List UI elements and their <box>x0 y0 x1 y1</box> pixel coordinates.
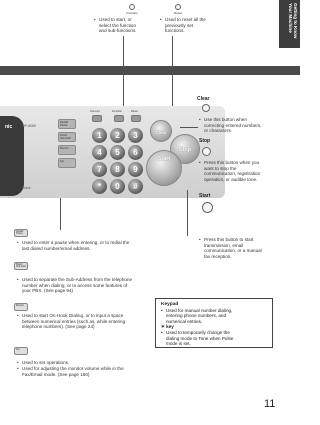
key-3[interactable]: 3 <box>128 128 143 143</box>
start-button[interactable]: Start <box>146 150 182 186</box>
stop-description: • Press this button when you want to stop the communication, registration operation, or audible tone. <box>199 160 261 182</box>
redial-pause-icon: Redial/ Pause <box>14 229 28 237</box>
key-7[interactable]: 7 <box>92 162 107 177</box>
set-button[interactable]: Set <box>58 158 76 168</box>
clear-heading: Clear <box>197 96 210 102</box>
key-1[interactable]: 1 <box>92 128 107 143</box>
function-button[interactable] <box>114 115 124 122</box>
flash-subaddr-button[interactable]: Flash/ Sub-Addr <box>58 132 76 142</box>
key-4[interactable]: 4 <box>92 145 107 160</box>
model-name: DP-8060 <box>22 124 37 128</box>
monitor-description: • Used to start On-Hook Dialing, or to input a space between numerical entries (such as, while entering telephone numbers). (See page 24) <box>17 313 126 330</box>
redial-description: • Used to enter a pause when entering, or to redial the last dialed number/email address. <box>17 240 130 251</box>
key-5[interactable]: 5 <box>110 145 125 160</box>
monitor-button[interactable]: Monitor <box>58 145 76 155</box>
reset-icon <box>175 4 181 10</box>
page-number: 11 <box>264 398 276 410</box>
keypad-description: • Used for manual number dialing, entering phone numbers, and numerical entries. <box>161 307 233 324</box>
set-icon: Set <box>14 347 28 355</box>
start-icon <box>202 202 213 213</box>
key-0[interactable]: 0 <box>110 179 125 194</box>
reset-button[interactable] <box>131 115 141 122</box>
clear-description: • Use this button when correcting entered numbers, or characters. <box>199 117 262 134</box>
header-band <box>0 66 300 75</box>
set-description-2: • Used for adjusting the monitor volume while in the Fax/Email mode. (See page 160) <box>17 366 124 377</box>
reset-leader <box>172 36 173 108</box>
stop-icon <box>202 147 211 156</box>
set-description-1: • Used to set operations. <box>17 360 70 365</box>
stop-heading: Stop <box>199 138 211 144</box>
interrupt-button[interactable] <box>92 115 102 122</box>
keypad-title: Keypad <box>161 302 179 307</box>
keypad-info-box <box>155 298 273 348</box>
redial-pause-button[interactable]: Redial/ Pause <box>58 119 76 129</box>
function-icon-label: Function <box>126 11 138 15</box>
brand-logo: nic <box>5 124 13 130</box>
panel-brand-area <box>0 116 24 196</box>
key-hash[interactable]: # <box>128 179 143 194</box>
function-description: • Used to start, or select the function and sub-functions. <box>94 17 137 34</box>
function-leader <box>123 36 124 108</box>
key-star[interactable]: * <box>92 179 107 194</box>
clear-button[interactable]: Clear <box>150 120 172 142</box>
section-tab-label: Getting to Know Your Machine <box>287 3 298 39</box>
clear-leader <box>180 127 198 128</box>
flash-description: • Used to separate the Sub-Address from the telephone number when dialing, or to access some features of your PBX. (See page 94) <box>17 277 133 294</box>
reset-description: • Used to reset all the previously set functions. <box>160 17 206 34</box>
reset-icon-label: Reset <box>174 11 182 15</box>
start-heading: Start <box>199 193 211 199</box>
clear-icon <box>202 104 210 112</box>
interrupt-label: Interrupt <box>90 110 100 113</box>
reset-btn-label: Reset <box>131 110 138 113</box>
start-description: • Press this button to start transmission, email communication, or a manual fax reception. <box>199 237 262 259</box>
left-notes-leader <box>60 198 61 230</box>
start-leader <box>187 190 188 236</box>
monitor-icon: Monitor <box>14 303 28 311</box>
key-6[interactable]: 6 <box>128 145 143 160</box>
star-key-description: • Used to temporarily change the dialing mode to Tone when Pulse mode is set. <box>161 329 234 347</box>
stop-button[interactable]: Stop <box>170 134 200 164</box>
key-2[interactable]: 2 <box>110 128 125 143</box>
section-tab <box>279 0 300 48</box>
control-panel <box>0 106 225 198</box>
key-9[interactable]: 9 <box>128 162 143 177</box>
star-key-title: ✶ key <box>161 324 174 330</box>
active-indicator-label: Active <box>22 186 31 190</box>
key-8[interactable]: 8 <box>110 162 125 177</box>
flash-subaddr-icon: Flash/ Sub-Addr <box>16 262 27 269</box>
function-btn-label: Function <box>112 110 122 113</box>
function-icon <box>129 4 135 10</box>
